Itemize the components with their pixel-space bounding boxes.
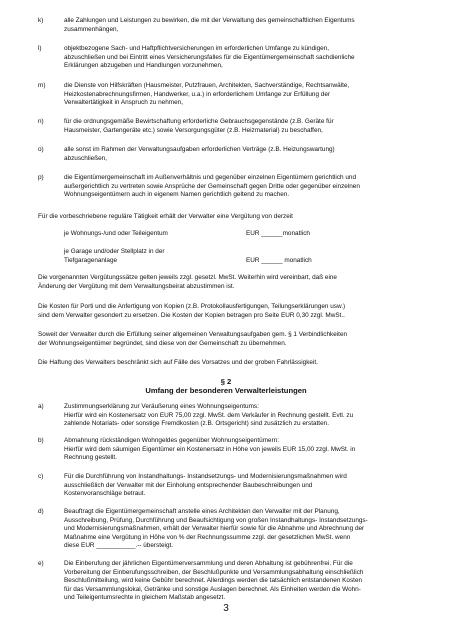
paragraph-line: Änderung der Vergütung mit dem Verwaltungsbeirat abzustimmen ist. xyxy=(38,282,235,290)
text-line: Maßnahme eine Vergütung in Höhe von % der Rechnungssumme zzgl. der gesetzlichen MwSt. wenn xyxy=(64,533,351,541)
text-line: Hierfür wird dem säumigen Eigentümer ein Kostenersatz in Höhe von jeweils EUR 15,00 zzgl. MwSt. in xyxy=(64,445,356,453)
text-line: abzuschließen und bei Eintritt eines Versicherungsfalles für die Eigentümergemeinschaft sachdienliche xyxy=(64,53,355,61)
fee-intro: Für die vorbeschriebene reguläre Tätigkeit erhält der Verwalter eine Vergütung von derzeit xyxy=(38,213,293,220)
text-line: Hierfür wird ein Kostenersatz von EUR 75,00 zzgl. MwSt. dem Verkäufer in Rechnung gestellt. Evtl. zu xyxy=(64,411,354,419)
paragraph-line: Soweit der Verwalter durch die Erfüllung seiner allgemeinen Verwaltungsaufgaben gem. § 1 Verbindlichkeiten xyxy=(38,331,348,338)
text-line: Beschlußmitteilung, wird keine Gebühr berechnet. Allerdings werden die tatsächlich entstandenen Kosten xyxy=(64,577,363,585)
text-line: Für die Durchführung von Instandhaltungs- Instandsetzungs- und Modernisierungsmaßnahmen wird xyxy=(64,473,347,480)
text-line: Wohnungseigentümern auch in eigenem Namen gerichtlich geltend zu machen. xyxy=(64,191,290,199)
text-line: Erklärungen abzugeben und Handlungen vorzunehmen, xyxy=(64,62,223,70)
text-line: die Dienste von Hilfskräften (Hausmeister, Putzfrauen, Architekten, Sachverständige, Rechtsanwälte, xyxy=(64,82,350,89)
text-line: objektbezogene Sach- und Haftpflichtversicherungen im erforderlichen Umfange zu kündigen, xyxy=(64,45,330,52)
item-label: a) xyxy=(38,403,44,410)
item-label: o) xyxy=(38,146,44,153)
item-label: c) xyxy=(38,473,44,480)
item-label: b) xyxy=(38,437,44,444)
item-label: k) xyxy=(38,17,44,24)
text-line: Heizkostenabrechnungsfirmen, Handwerker, u.a.) in erforderlichem Umfange zur Erfüllung der xyxy=(64,90,331,98)
section-number: § 2 xyxy=(220,377,232,386)
text-line: außergerichtlich zu vertreten sowie Ansprüche der Gemeinschaft gegen Dritte oder gegenüber einzelnen xyxy=(64,182,360,190)
paragraph-line: der Wohnungseigentümer begründet, sind diese von der Gemeinschaft zu übernehmen. xyxy=(38,339,287,347)
text-line: Rechnung gestellt. xyxy=(64,454,117,462)
text-line: die Eigentümergemeinschaft im Außenverhältnis und gegenüber einzelnen Eigentümern gerichtlich und xyxy=(64,174,357,181)
text-line: Kostenvoranschläge betraut. xyxy=(64,490,146,498)
text-line: alle Zahlungen und Leistungen zu bewirken, die mit der Verwaltung des gemeinschaftlichen Eigentums xyxy=(64,17,355,24)
text-line: abzuschließen, xyxy=(64,154,107,162)
item-label: n) xyxy=(38,118,44,125)
item-label: m) xyxy=(38,82,46,89)
text-line: Hausmeister, Gartengeräte etc.) sowie Versorgungsgüter (z.B. Heizmaterial) zu beschaffen, xyxy=(64,126,323,134)
fee-row-label: je Wohnungs-/und oder Teileigentum xyxy=(64,230,168,237)
text-line: Abmahnung rückständigen Wohngeldes gegenüber Wohnungseigentümern: xyxy=(64,437,280,444)
paragraph-line: Die Kosten für Porti und die Anfertigung von Kopien (z.B. Protokollausfertigungen, Teilungserklärungen usw.) xyxy=(38,303,346,310)
text-line: für das Versammlungslokal, Getränke und sonstige Auslagen berechnet. Als Einheiten werden die Wohn- xyxy=(64,585,361,593)
text-line: Beauftragt die Eigentümergemeinschaft anstelle eines Architekten den Verwalter mit der Planung, xyxy=(64,508,340,515)
fee-row-amount: EUR ______ monatlich xyxy=(246,256,312,264)
text-line: und Teileigentumsrechte in gleichem Maßstab angesetzt. xyxy=(64,594,226,602)
paragraph-line: sind dem Verwalter gesondert zu ersetzen. Die Kosten der Kopien betragen pro Seite EUR 0,30 zzgl. MwSt.. xyxy=(38,311,345,319)
text-line: und Modernisierungsmaßnahmen, erhält der Verwalter hierfür sowie für die Abnahme und Abrechnung der xyxy=(64,525,365,533)
paragraph-line: Die vorgenannten Vergütungssätze gelten jeweils zzgl. gesetzl. MwSt. Weiterhin wird vereinbart, daß eine xyxy=(38,274,337,281)
fee-row-label: Tiefgaragenanlage xyxy=(64,256,118,264)
text-line: diese EUR ___________.-- übersteigt. xyxy=(64,542,174,550)
text-line: alle sonst im Rahmen der Verwaltungsaufgaben erforderlichen Verträge (z.B. Heizungswartung) xyxy=(64,146,335,153)
page-number: 3 xyxy=(223,603,229,614)
item-label: l) xyxy=(38,45,42,52)
paragraph-line: Die Haftung des Verwalters beschränkt sich auf Fälle des Vorsatzes und der groben Fahrlässigkeit. xyxy=(38,359,318,366)
item-label: e) xyxy=(38,560,44,567)
text-line: zusammenhängen, xyxy=(64,25,119,33)
text-line: Zustimmungserklärung zur Veräußerung eines Wohnungseigentums: xyxy=(64,403,259,410)
text-line: zahlende Notariats- oder sonstige Fremdkosten (z.B. Ortsgericht) sind zusätzlich zu erstatten. xyxy=(64,420,329,428)
item-label: p) xyxy=(38,174,44,181)
fee-row-amount: EUR ______monatlich xyxy=(246,230,310,237)
text-line: Ausschreibung, Prüfung, Durchführung und Beaufsichtigung von großen Instandhaltungs- Instandsetzungs- xyxy=(64,516,368,524)
section-title: Umfang der besonderen Verwalterleistungen xyxy=(145,386,307,395)
text-line: ausschließlich der Verwalter mit der Einholung entsprechender Baubeschreibungen und xyxy=(64,481,313,489)
text-line: für die ordnungsgemäße Bewirtschaftung erforderliche Gebrauchsgegenstände (z.B. Geräte für xyxy=(64,118,334,125)
text-line: Vorbereitung der Einberufungsschreiben, der Beschlußpunkte und Versammlungsabhaltung einschließlich xyxy=(64,568,364,576)
text-line: Verwaltertätigkeit in Anspruch zu nehmen, xyxy=(64,99,184,107)
text-line: Die Einberufung der jährlichen Eigentümerversammlung und deren Abhaltung ist gebührenfrei. Für die xyxy=(64,560,353,567)
item-label: d) xyxy=(38,508,44,515)
fee-row-label: je Garage und/oder Stellplatz in der xyxy=(64,248,165,255)
